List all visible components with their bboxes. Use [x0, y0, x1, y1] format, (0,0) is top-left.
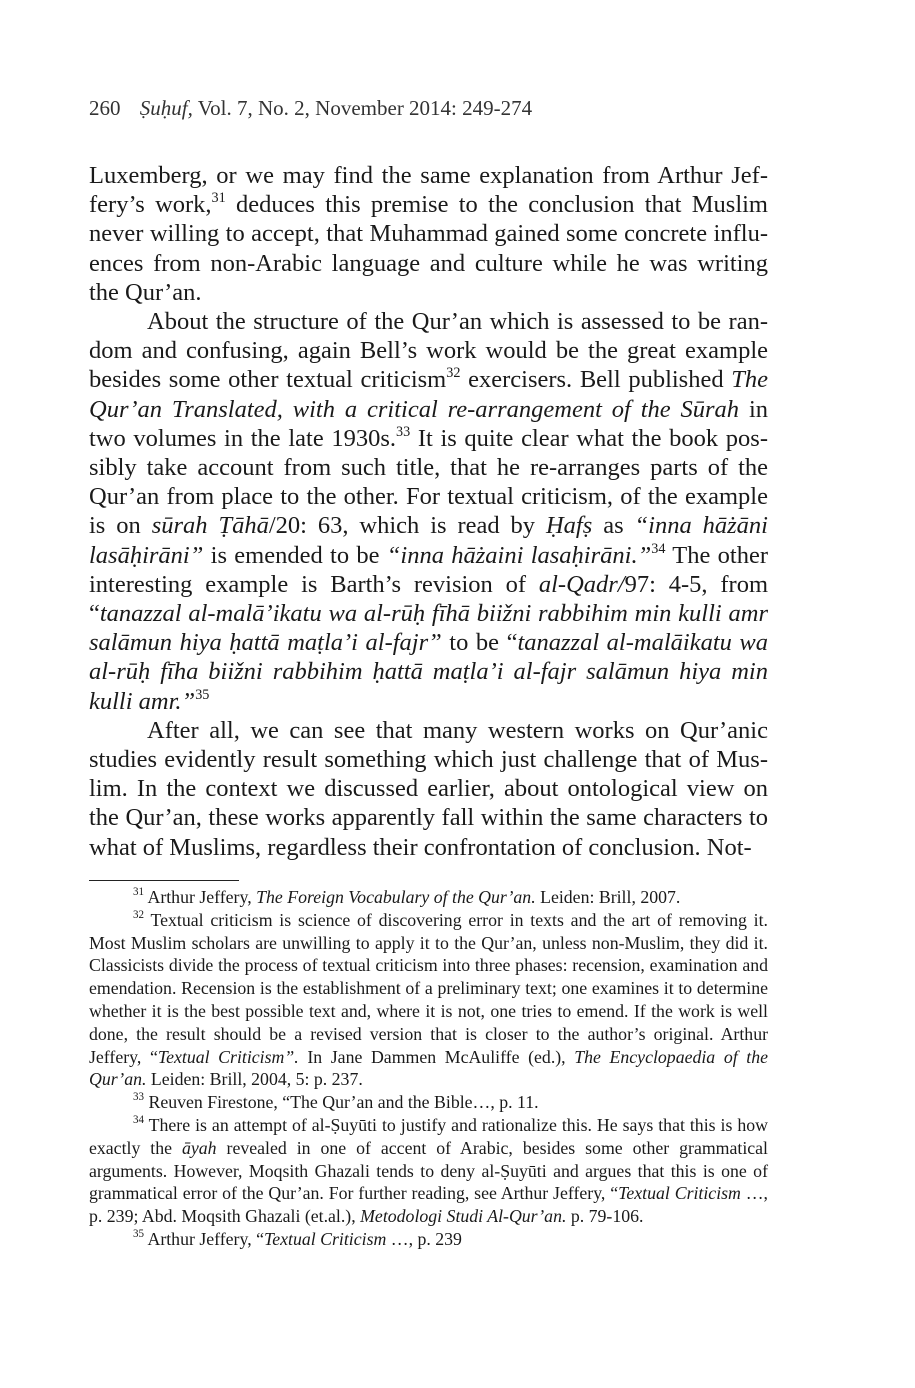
footnote-34: $^{34}$ There is an attempt of al-Ṣuyūti to justify and rationalize this. He says that this is how exactly the āyah revealed in one of accent of Arabic, besides some other grammatical arguments. However, Moqsith Ghazali tends to deny al-Ṣuyūti and argues that this is one of grammatical error of the Qur’an. For further reading, see Arthur Jeffery, “Textual Criticism …, p. 239; Abd. Moqsith Ghazali (et.al.), Metodologi Studi Al-Qur’an. p. 79-106.	[89, 1114, 768, 1227]
footnote-divider	[89, 880, 239, 881]
page-number: 260	[89, 96, 121, 120]
footnote-ref-33: 33	[396, 423, 411, 440]
journal-name: Ṣuḥuf,	[139, 96, 193, 120]
footnote-ref-32: 32	[446, 365, 461, 382]
footnote-31: $^{31}$ Arthur Jeffery, The Foreign Vocabulary of the Qur’an. Leiden: Brill, 2007.	[133, 886, 681, 907]
paragraph-3: After all, we can see that many western works on Qur’anic studies evidently result something which just challenge that of Muslim. In the context we discussed earlier, about ontological view on the Qur’an, these works apparently fall within the same characters to what of Muslims, regardless their confrontation of conclusion. Not-	[89, 716, 768, 861]
paragraph-1: Luxemberg, or we may find the same explanation from Arthur Jeffery’s work,$^{31}$ deduces this premise to the conclusion that Muslim never willing to accept, that Muhammad gained some concrete influences from non-Arabic language and culture while he was writing the Qur’an.	[89, 162, 768, 306]
footnote-33: $^{33}$ Reuven Firestone, “The Qur’an and the Bible…, p. 11.	[133, 1091, 539, 1113]
footnote-ref-34: 34	[651, 540, 666, 557]
footnote-35: $^{35}$ Arthur Jeffery, “Textual Criticism …, p. 239	[133, 1228, 462, 1249]
footnote-ref-35: 35	[195, 686, 210, 703]
book-title: The Qur’an Translated, with a critical re-arrangement of the Sūrah	[89, 366, 769, 423]
body-text	[89, 161, 768, 862]
paragraph-2: About the structure of the Qur’an which is assessed to be random and confusing, again Bell’s work would be the great example besides some other textual criticism$^{32}$ exercisers. Bell published The Qur’an Translated, with a critical re-arrangement of the Sūrah in two volumes in the late 1930s.$^{33}$ It is quite clear what the book possibly take account from such title, that he re-arranges parts of the Qur’an from place to the other. For textual criticism, of the example is on sūrah Ṭāhā/20: 63, which is read by Ḥafṣ as “inna hāżāni lasāḥirāni” is emended to be “inna hāżaini lasaḥirāni.”$^{34}$ The other interesting example is Barth’s revision of al-Qadr/97: 4-5, from “tanazzal al-malā’ikatu wa al-rūḥ fīhā biižni rabbihim min kulli amr salāmun hiya ḥattā maṭla’i al-fajr” to be “tanazzal al-malāikatu wa al-rūḥ fīha biižni rabbihim ḥattā maṭla’i al-fajr salāmun hiya min kulli amr.”$^{35}$	[89, 308, 769, 715]
footnotes	[89, 886, 768, 1251]
footnote-32: $^{32}$ Textual criticism is science of discovering error in texts and the art of removing it. Most Muslim scholars are unwilling to apply it to the Qur’an, unless non-Muslim, they did it. Classicists divide the process of textual criticism into three phases: recension, examination and emendation. Recension is the establishment of a preliminary text; one examines it to determine whether it is the best possible text and, where it is not, one tries to emend. If the work is well done, the result should be a revised version that is closer to the author’s original. Arthur Jeffery, “Textual Criticism”. In Jane Dammen McAuliffe (ed.), The Encyclopaedia of the Qur’an. Leiden: Brill, 2004, 5: p. 237.	[89, 908, 768, 1090]
running-header	[89, 96, 532, 121]
footnote-ref-31: 31	[211, 189, 226, 206]
journal-citation: Vol. 7, No. 2, November 2014: 249-274	[192, 96, 533, 120]
